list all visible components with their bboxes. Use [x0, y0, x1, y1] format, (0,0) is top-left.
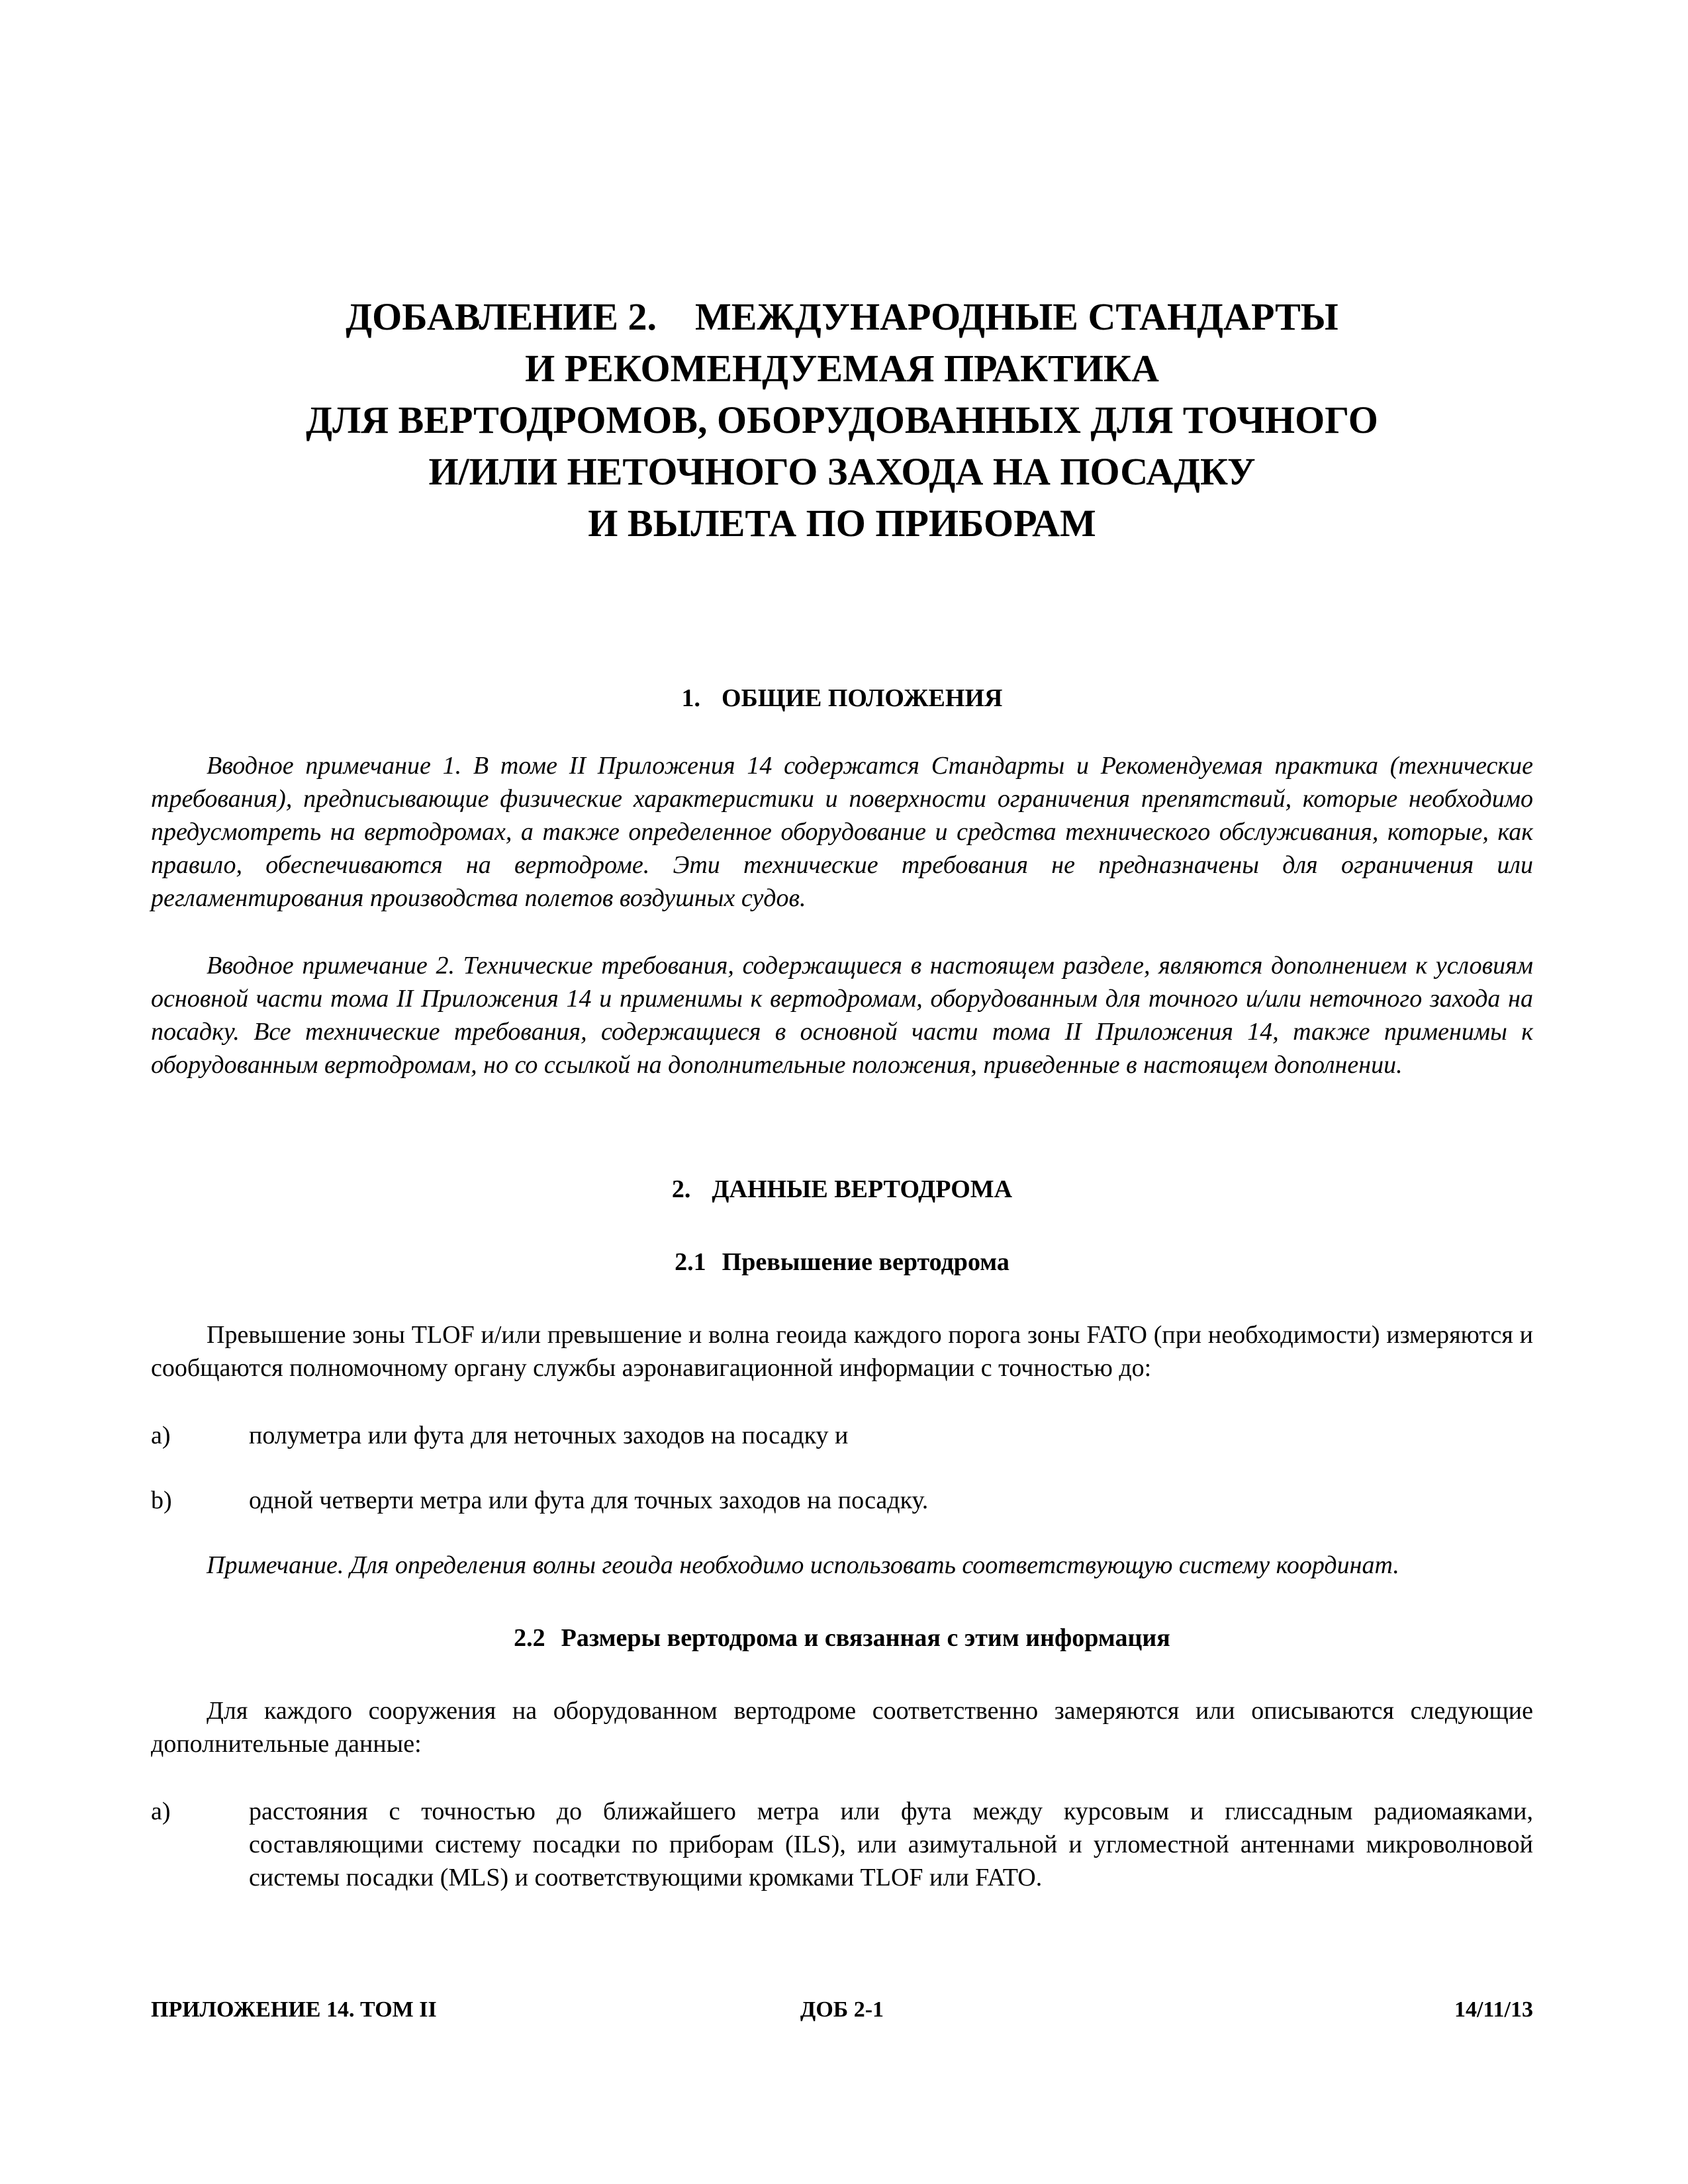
intro-note-2: Вводное примечание 2. Технические требования, содержащиеся в настоящем разделе, являются дополнением к условиям основной части тома II Приложения 14 и применимы к вертодромам, оборудованным для точного и/или неточного захода на посадку. Все технические требования, содержащиеся в основной части тома II Приложения 14, также применимы к оборудованным вертодромам, но со ссылкой на дополнительные положения, приведенные в настоящем дополнении. [151, 952, 1533, 1079]
subsection-2-1-number: 2.1 [675, 1248, 706, 1276]
subsection-2-2-title: Размеры вертодрома и связанная с этим информация [561, 1624, 1170, 1652]
geoid-note: Примечание. Для определения волны геоида необходимо использовать соответствующую систему координат. [207, 1551, 1399, 1579]
intro-note-1: Вводное примечание 1. В томе II Приложения 14 содержатся Стандарты и Рекомендуемая практика (технические требования), предписывающие физические характеристики и поверхности ограничения препятствий, которые необходимо предусмотреть на вертодромах, а также определенное оборудование и средства технического обслуживания, которые, как правило, обеспечиваются на вертодроме. Эти технические требования не предназначены для ограничения или регламентирования производства полетов воздушных судов. [151, 752, 1533, 912]
page-footer [151, 1997, 1533, 2029]
dimensions-paragraph: Для каждого сооружения на оборудованном вертодроме соответственно замеряются или описываются следующие дополнительные данные: [151, 1697, 1533, 1758]
section-1-number: 1. [681, 684, 701, 712]
subsection-2-2-heading [151, 1621, 1533, 1655]
appendix-title [151, 291, 1533, 549]
list-text: расстояния с точностью до ближайшего метра или фута между курсовым и глиссадным радиомаяками, составляющими систему посадки по приборам (ILS), или азимутальной и угломестной антеннами микроволновой системы посадки (MLS) и соответствующими кромками TLOF или FATO. [249, 1797, 1533, 1891]
section-1-heading [151, 682, 1533, 715]
title-line-2: И РЕКОМЕНДУЕМАЯ ПРАКТИКА [525, 347, 1159, 390]
title-line-3: ДЛЯ ВЕРТОДРОМОВ, ОБОРУДОВАННЫХ ДЛЯ ТОЧНОГО [306, 398, 1378, 441]
list-marker: a) [151, 1797, 171, 1825]
list-item [151, 1419, 1533, 1452]
list-text: одной четверти метра или фута для точных заходов на посадку. [249, 1486, 929, 1514]
footer-page-number: ДОБ 2-1 [800, 1997, 884, 2022]
title-line-4: И/ИЛИ НЕТОЧНОГО ЗАХОДА НА ПОСАДКУ [428, 450, 1256, 493]
footer-date: 14/11/13 [1454, 1997, 1533, 2022]
page-content [151, 291, 1533, 1926]
list-item [151, 1795, 1533, 1894]
list-marker: a) [151, 1422, 171, 1449]
section-1-title: ОБЩИЕ ПОЛОЖЕНИЯ [722, 684, 1003, 712]
title-line-1: ДОБАВЛЕНИЕ 2. МЕЖДУНАРОДНЫЕ СТАНДАРТЫ [346, 295, 1338, 338]
footer-annex-volume: ПРИЛОЖЕНИЕ 14. ТОМ II [151, 1997, 437, 2022]
section-2-heading [151, 1173, 1533, 1206]
elevation-paragraph: Превышение зоны TLOF и/или превышение и волна геоида каждого порога зоны FATO (при необходимости) измеряются и сообщаются полномочному органу службы аэронавигационной информации с точностью до: [151, 1321, 1533, 1382]
section-2-number: 2. [671, 1175, 691, 1203]
list-item [151, 1484, 1533, 1517]
subsection-2-2-number: 2.2 [514, 1624, 545, 1652]
subsection-2-1-heading [151, 1246, 1533, 1279]
list-text: полуметра или фута для неточных заходов на посадку и [249, 1422, 849, 1449]
subsection-2-1-title: Превышение вертодрома [722, 1248, 1009, 1276]
section-2-title: ДАННЫЕ ВЕРТОДРОМА [712, 1175, 1013, 1203]
title-line-5: И ВЫЛЕТА ПО ПРИБОРАМ [588, 502, 1096, 545]
list-marker: b) [151, 1486, 172, 1514]
